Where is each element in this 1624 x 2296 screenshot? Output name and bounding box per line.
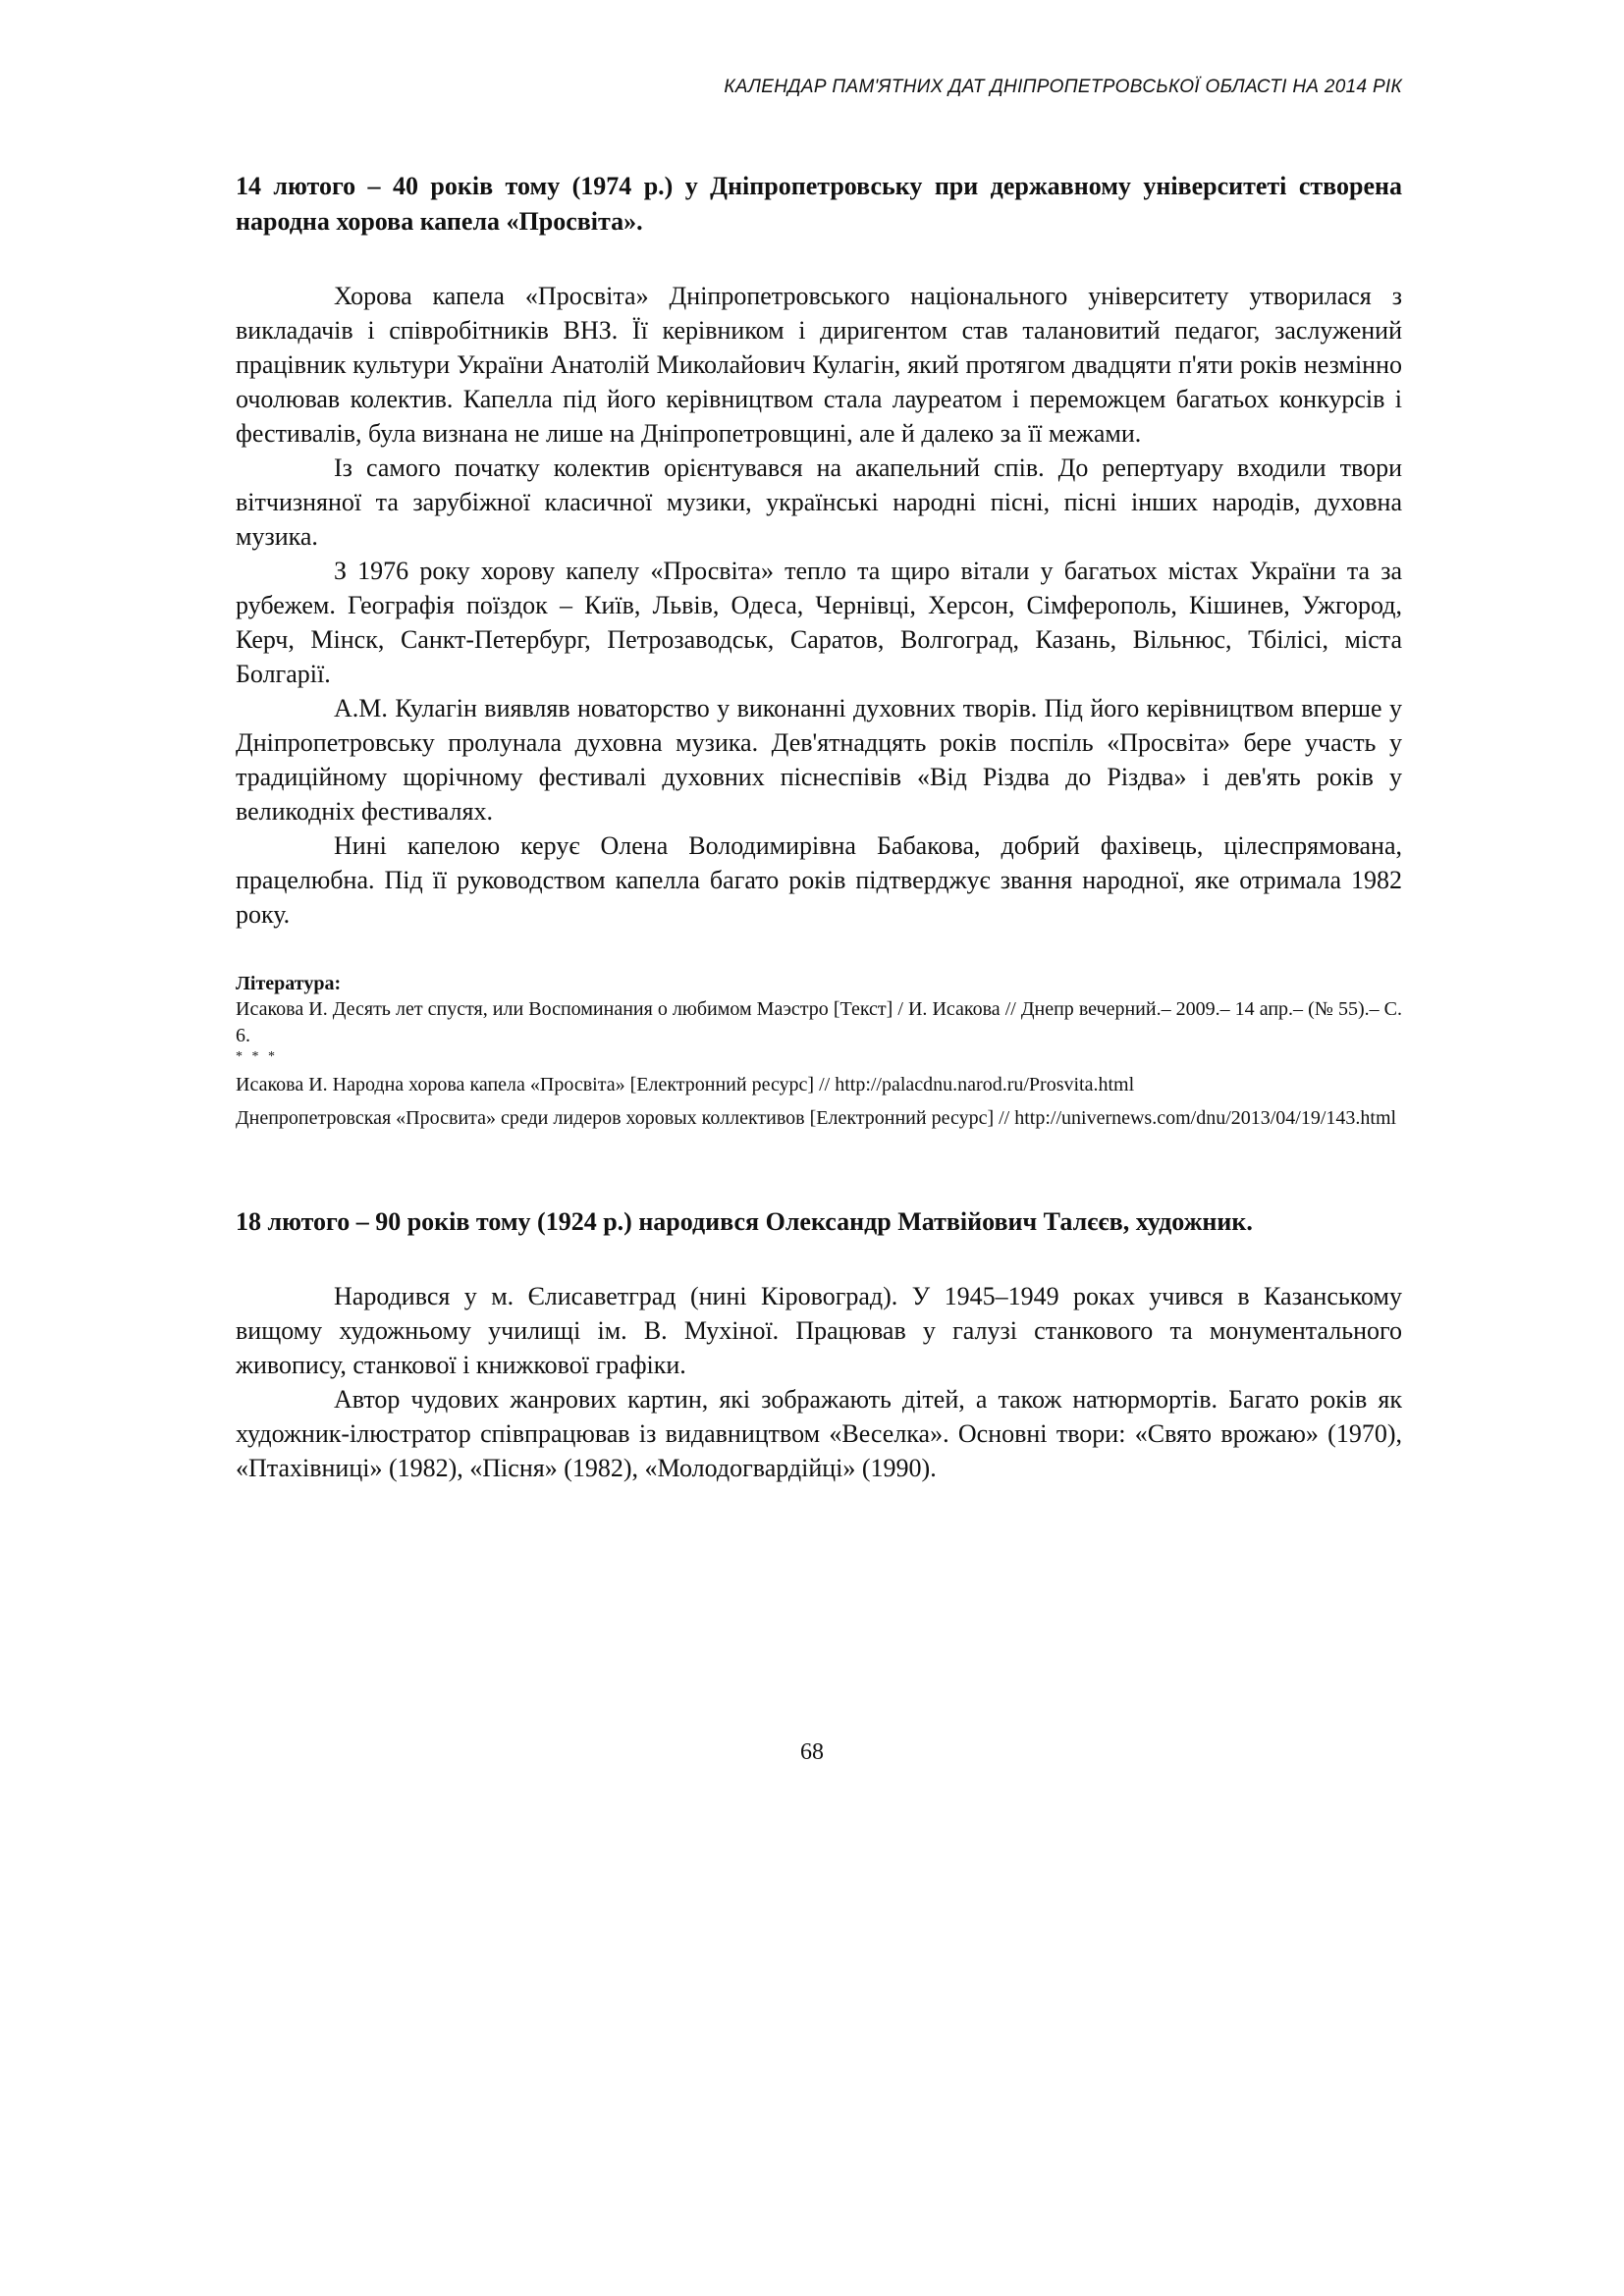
literature-separator: * * *	[236, 1049, 278, 1064]
literature-section	[236, 971, 1402, 1132]
body-paragraph: А.М. Кулагін виявляв новаторство у виконанні духовних творів. Під його керівництвом вперше у Дніпропетровську пролунала духовна музика. Дев'ятнадцять років поспіль «Просвіта» бере участь у традиційному щорічному фестивалі духовних піснеспівів «Від Різдва до Різдва» і дев'ять років у великодніх фестивалях.	[236, 694, 1402, 826]
literature-item: Днепропетровская «Просвита» среди лидеров хоровых коллективов [Електронний ресурс] // http://univernews.com/dnu/2013/04/19/143.html	[236, 1107, 1397, 1129]
body-paragraph: Нині капелою керує Олена Володимирівна Бабакова, добрий фахівець, цілеспрямована, працелюбна. Під її руководством капелла багато років підтверджує звання народної, яке отримала 1982 року.	[236, 831, 1402, 929]
body-paragraph: З 1976 року хорову капелу «Просвіта» тепло та щиро вітали у багатьох містах України та за рубежем. Географія поїздок – Київ, Львів, Одеса, Чернівці, Херсон, Сімферополь, Кішинев, Ужгород, Керч, Мінск, Санкт-Петербург, Петрозаводськ, Саратов, Волгоград, Казань, Вільнюс, Тбілісі, міста Болгарії.	[236, 557, 1402, 688]
literature-item: Исакова И. Народна хорова капела «Просвіта» [Електронний ресурс] // http://palacdnu.narod.ru/Prosvita.html	[236, 1074, 1135, 1095]
page-content	[236, 169, 1402, 1485]
entry-body	[236, 279, 1402, 932]
body-paragraph: Хорова капела «Просвіта» Дніпропетровського національного університету утворилася з викладачів і співробітників ВНЗ. Її керівником і диригентом став талановитий педагог, заслужений працівник культури України Анатолій Миколайович Кулагін, який протягом двадцяти п'яти років незмінно очолював колектив. Капелла під його керівництвом стала лауреатом і переможцем багатьох конкурсів і фестивалів, була визнана не лише на Дніпропетровщині, але й далеко за її межами.	[236, 282, 1402, 448]
literature-item: Исакова И. Десять лет спустя, или Воспоминания о любимом Маэстро [Текст] / И. Исакова // Днепр вечерний.– 2009.– 14 апр.– (№ 55).– С. 6.	[236, 998, 1402, 1046]
entry-taleev	[236, 1204, 1402, 1485]
entry-title: 18 лютого – 90 років тому (1924 р.) народився Олександр Матвійович Талєєв, художник.	[236, 1207, 1253, 1236]
entry-title: 14 лютого – 40 років тому (1974 р.) у Дніпропетровську при державному університеті створена народна хорова капела «Просвіта».	[236, 172, 1402, 236]
body-paragraph: Народився у м. Єлисаветград (нині Кіровоград). У 1945–1949 роках учився в Казанському вищому художньому училищі ім. В. Мухіної. Працював у галузі станкового та монументального живопису, станкової і книжкової графіки.	[236, 1282, 1402, 1379]
body-paragraph: Із самого початку колектив орієнтувався на акапельний спів. До репертуару входили твори вітчизняної та зарубіжної класичної музики, українські народні пісні, пісні інших народів, духовна музика.	[236, 454, 1402, 551]
entry-prosvita	[236, 169, 1402, 1132]
literature-heading: Література:	[236, 973, 342, 994]
body-paragraph: Автор чудових жанрових картин, які зображають дітей, а також натюрмортів. Багато років як художник-ілюстратор співпрацював із видавництвом «Веселка». Основні твори: «Свято врожаю» (1970), «Птахівниці» (1982), «Пісня» (1982), «Молодогвардійці» (1990).	[236, 1385, 1402, 1482]
entry-body	[236, 1279, 1402, 1485]
page-number: 68	[800, 1739, 824, 1765]
running-header: КАЛЕНДАР ПАМ'ЯТНИХ ДАТ ДНІПРОПЕТРОВСЬКОЇ ОБЛАСТІ НА 2014 РІК	[724, 77, 1402, 97]
